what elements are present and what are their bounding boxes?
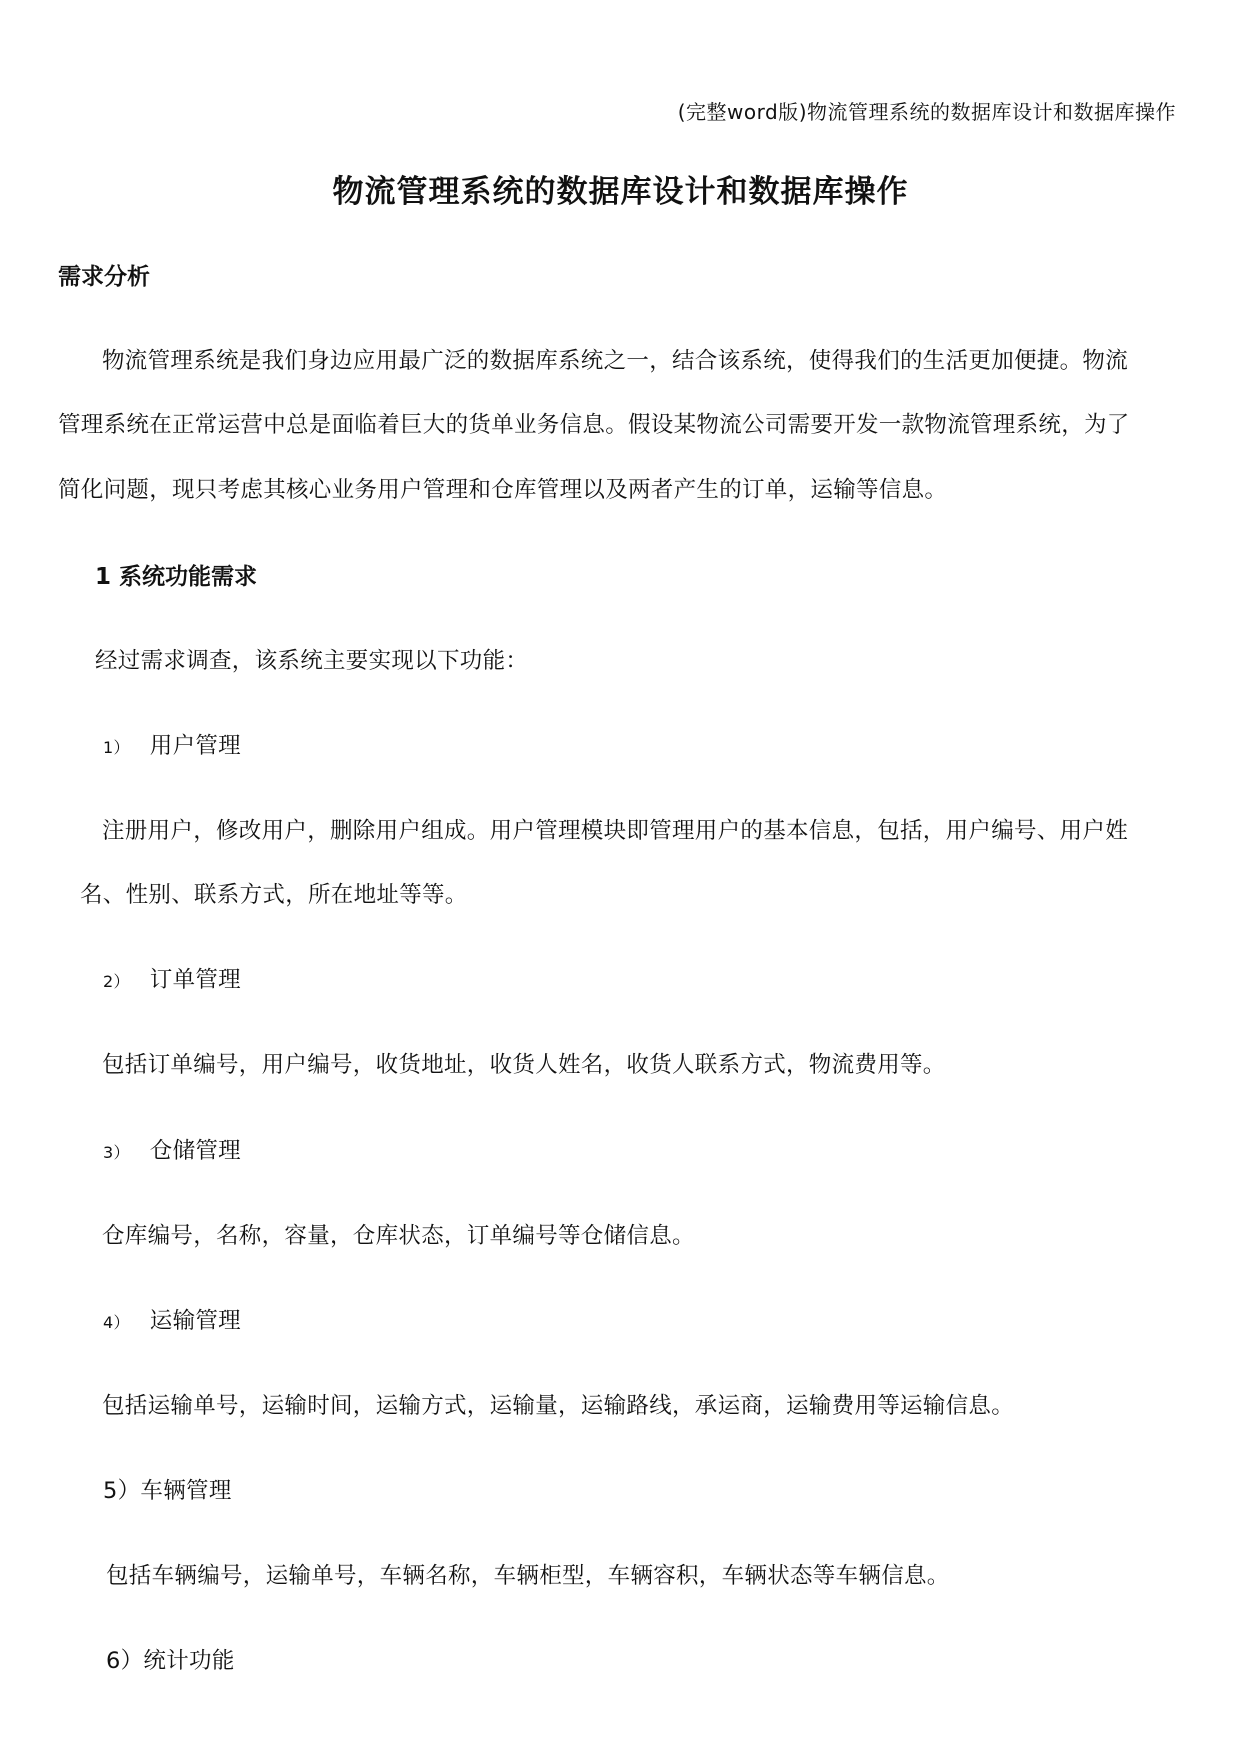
list-item-heading xyxy=(103,962,241,994)
list-item-heading xyxy=(103,1133,241,1165)
list-item-number: 4） xyxy=(103,1313,130,1332)
list-item-number: 2） xyxy=(103,972,130,991)
list-item-title: 订单管理 xyxy=(149,967,241,993)
list-item-desc: 包括订单编号，用户编号，收货地址，收货人姓名，收货人联系方式，物流费用等。 xyxy=(102,1052,946,1078)
list-item-desc: 仓库编号，名称，容量，仓库状态，订单编号等仓储信息。 xyxy=(102,1223,695,1249)
list-item-desc: 包括车辆编号，运输单号，车辆名称，车辆柜型，车辆容积，车辆状态等车辆信息。 xyxy=(106,1563,950,1589)
document-title: 物流管理系统的数据库设计和数据库操作 xyxy=(332,174,909,210)
list-item-desc: 注册用户，修改用户，删除用户组成。用户管理模块即管理用户的基本信息，包括，用户编号、用户姓 xyxy=(102,818,1129,844)
lead-text: 经过需求调查，该系统主要实现以下功能： xyxy=(95,648,529,674)
section-heading: 需求分析 xyxy=(58,264,150,290)
subsection-heading: 1 系统功能需求 xyxy=(95,564,258,590)
intro-line-1: 物流管理系统是我们身边应用最广泛的数据库系统之一，结合该系统，使得我们的生活更加便捷。物流 xyxy=(102,348,1129,374)
intro-line-3: 简化问题，现只考虑其核心业务用户管理和仓库管理以及两者产生的订单，运输等信息。 xyxy=(58,477,948,503)
list-item-title: 运输管理 xyxy=(149,1308,241,1334)
list-item-number: 3） xyxy=(103,1143,130,1162)
list-item-heading xyxy=(103,1303,241,1335)
list-item-desc: 包括运输单号，运输时间，运输方式，运输量，运输路线，承运商，运输费用等运输信息。 xyxy=(102,1393,1015,1419)
intro-line-2: 管理系统在正常运营中总是面临着巨大的货单业务信息。假设某物流公司需要开发一款物流管理系统，为了 xyxy=(58,412,1130,438)
list-item-desc: 名、性别、联系方式，所在地址等等。 xyxy=(80,882,468,908)
list-item-heading xyxy=(103,728,241,760)
list-item-number: 1） xyxy=(103,738,130,757)
list-item-title: 仓储管理 xyxy=(149,1138,241,1164)
list-item-heading: 5）车辆管理 xyxy=(103,1478,232,1504)
running-header: (完整word版)物流管理系统的数据库设计和数据库操作 xyxy=(677,100,1176,124)
list-item-heading: 6）统计功能 xyxy=(106,1648,235,1674)
list-item-title: 用户管理 xyxy=(149,733,241,759)
